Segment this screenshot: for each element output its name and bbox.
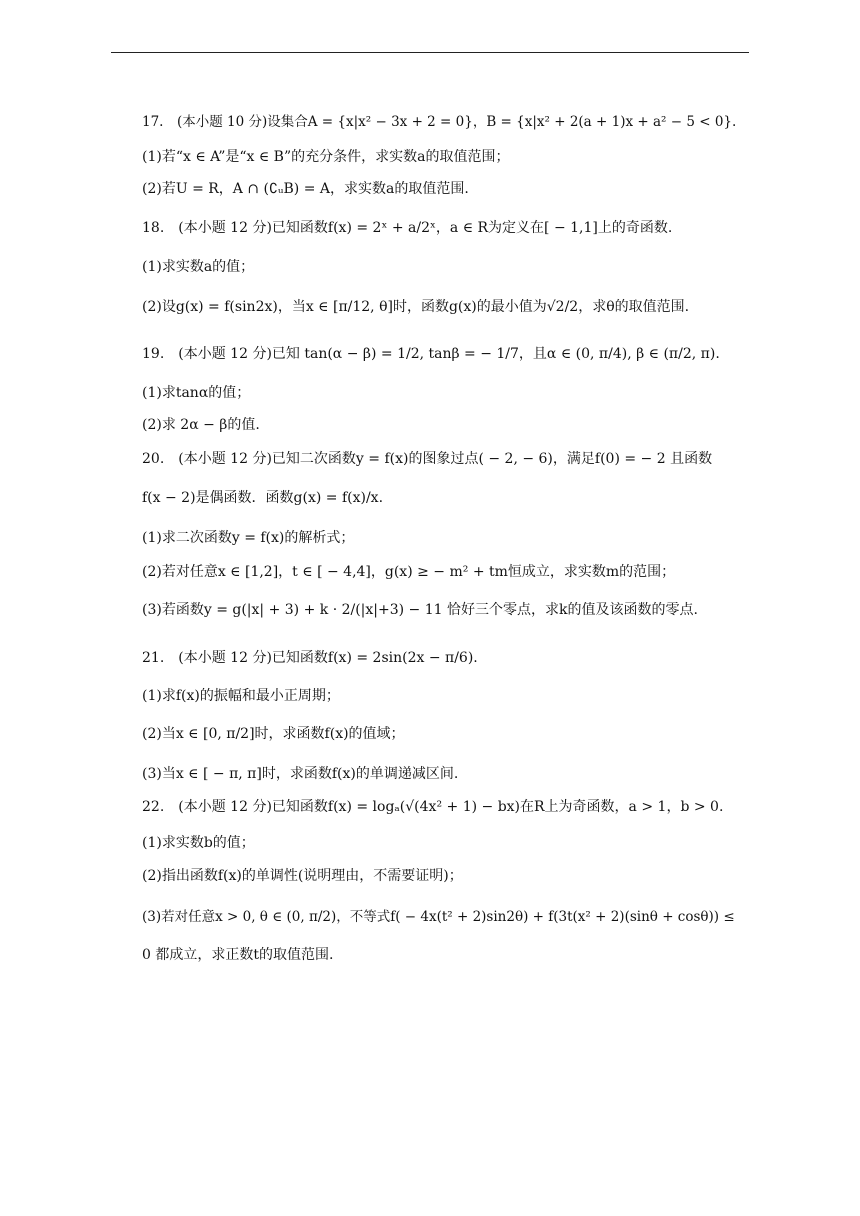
- q18-part1: (1)求实数a的值；: [142, 259, 255, 275]
- q21-stem: 21. (本小题 12 分)已知函数f(x) = 2sin(2x − π/6).: [142, 650, 478, 666]
- q22-part3: (3)若对任意x > 0, θ ∈ (0, π/2)，不等式f( − 4x(t² + 2)sin2θ) + f(3t(x² + 2)(sinθ + cosθ)) ≤: [142, 909, 735, 925]
- q20-stem-cont: f(x − 2)是偶函数．函数g(x) = f(x)/x.: [142, 490, 384, 506]
- q17-stem: 17. (本小题 10 分)设集合A = {x|x² − 3x + 2 = 0}，B = {x|x² + 2(a + 1)x + a² − 5 < 0}.: [142, 114, 737, 130]
- q19-stem: 19. (本小题 12 分)已知 tan(α − β) = 1/2, tanβ = − 1/7，且α ∈ (0, π/4), β ∈ (π/2, π).: [142, 346, 720, 362]
- q20-part1: (1)求二次函数y = f(x)的解析式；: [142, 530, 355, 546]
- q20-stem: 20. (本小题 12 分)已知二次函数y = f(x)的图象过点( − 2, − 6)，满足f(0) = − 2 且函数: [142, 451, 713, 467]
- q19-part1: (1)求tanα的值；: [142, 385, 251, 401]
- q18-part2: (2)设g(x) = f(sin2x)，当x ∈ [π/12, θ]时，函数g(x)的最小值为√2/2，求θ的取值范围.: [142, 299, 690, 315]
- q20-part3: (3)若函数y = g(|x| + 3) + k · 2/(|x|+3) − 11 恰好三个零点，求k的值及该函数的零点.: [142, 602, 698, 618]
- q21-part1: (1)求f(x)的振幅和最小正周期；: [142, 688, 340, 704]
- q17-part1: (1)若“x ∈ A”是“x ∈ B”的充分条件，求实数a的取值范围；: [142, 149, 510, 165]
- q17-part2: (2)若U = R，A ∩ (∁ᵤB) = A，求实数a的取值范围.: [142, 181, 469, 197]
- q21-part3: (3)当x ∈ [ − π, π]时，求函数f(x)的单调递减区间.: [142, 766, 459, 782]
- q20-part2: (2)若对任意x ∈ [1,2]，t ∈ [ − 4,4]，g(x) ≥ − m² + tm恒成立，求实数m的范围；: [142, 564, 676, 580]
- top-rule: [111, 52, 749, 53]
- q21-part2: (2)当x ∈ [0, π/2]时，求函数f(x)的值域；: [142, 726, 405, 742]
- q22-part3-cont: 0 都成立，求正数t的取值范围.: [142, 947, 334, 963]
- q22-part2: (2)指出函数f(x)的单调性(说明理由，不需要证明)；: [142, 868, 463, 884]
- q18-stem: 18. (本小题 12 分)已知函数f(x) = 2ˣ + a/2ˣ，a ∈ R为定义在[ − 1,1]上的奇函数.: [142, 220, 673, 236]
- q19-part2: (2)求 2α − β的值.: [142, 417, 260, 433]
- q22-stem: 22. (本小题 12 分)已知函数f(x) = logₐ(√(4x² + 1) − bx)在R上为奇函数，a > 1，b > 0.: [142, 799, 724, 815]
- q22-part1: (1)求实数b的值；: [142, 835, 255, 851]
